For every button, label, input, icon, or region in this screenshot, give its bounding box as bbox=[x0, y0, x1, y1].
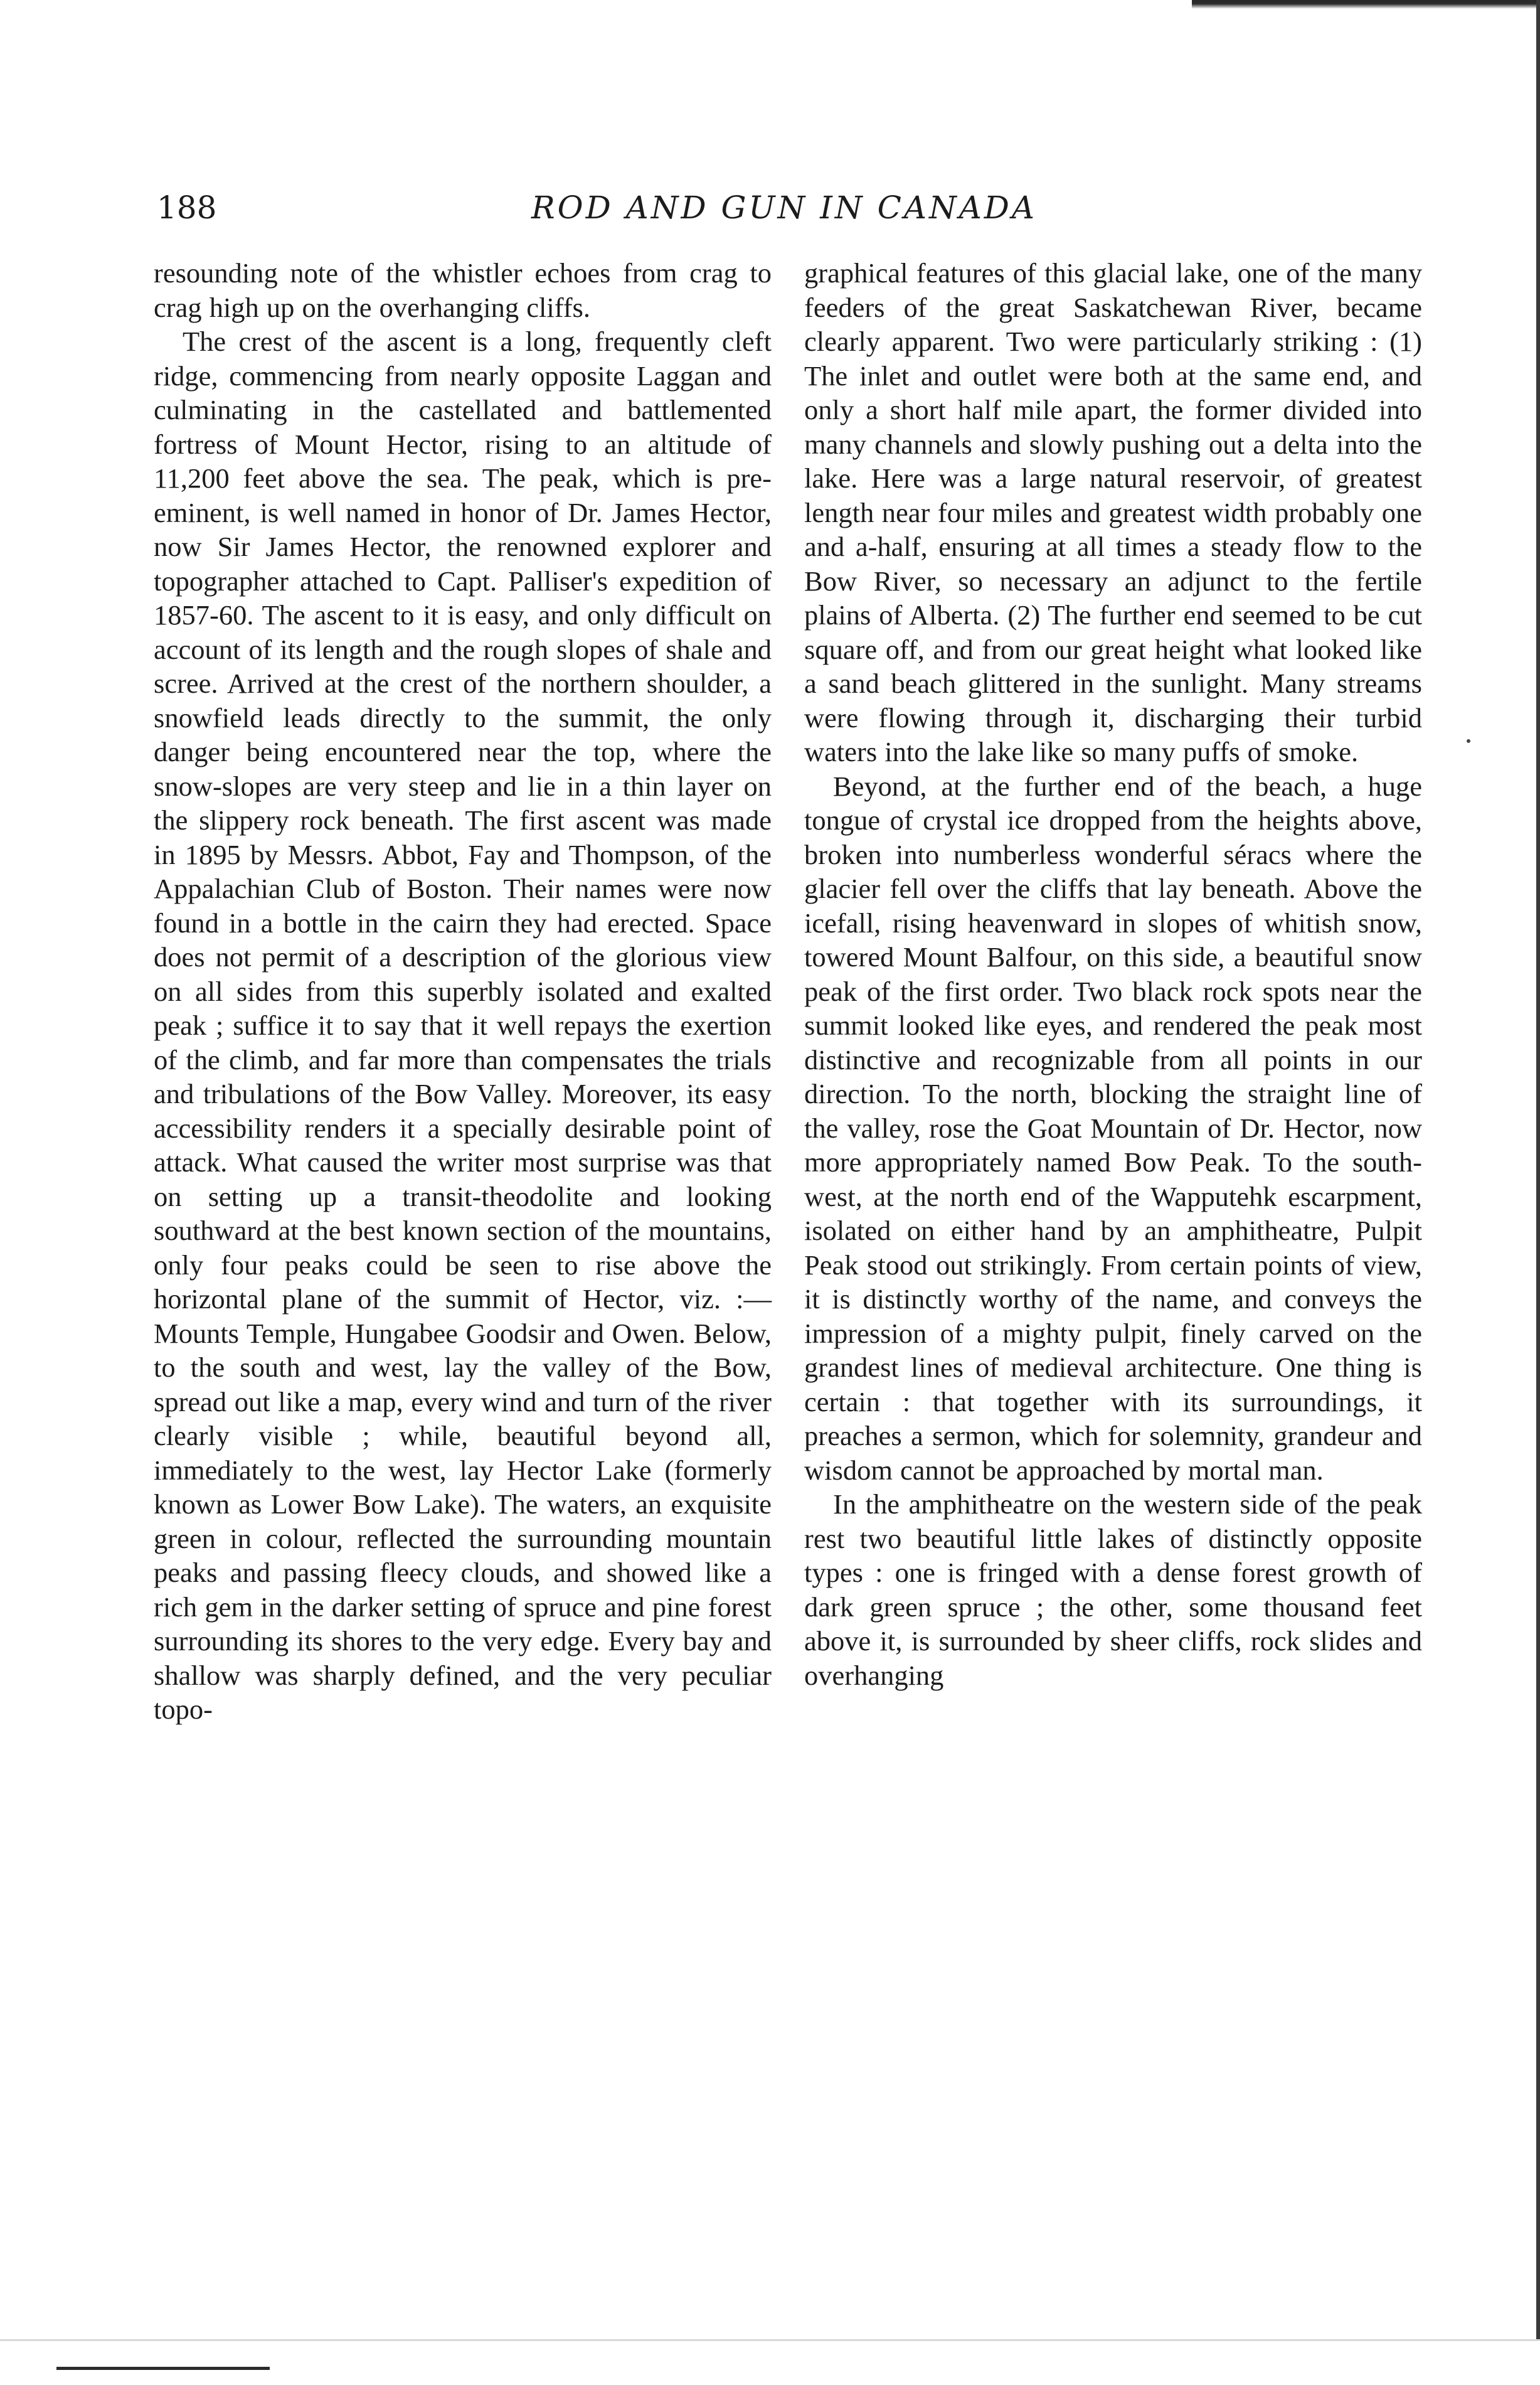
paragraph-mount-balfour: Beyond, at the further end of the beach, a huge tongue of crystal ice dropped from the heights above, broken into numberless wonderful séracs where the glacier fell over the cliffs that lay beneath. Above the icefall, rising heavenward in slopes of whitish snow, towered Mount Balfour, on this side, a beautiful snow peak of the first order. Two black rock spots near the summit looked like eyes, and rendered the peak most distinctive and recognizable from all points in our direction. To the north, blocking the straight line of the valley, rose the Goat Mountain of Dr. Hector, now more appropriately named Bow Peak. To the south-west, at the north end of the Wapputehk escarpment, isolated on either hand by an amphitheatre, Pulpit Peak stood out strikingly. From certain points of view, it is distinctly worthy of the name, and conveys the impression of a mighty pulpit, finely carved on the grandest lines of medieval architecture. One thing is certain : that together with its surroundings, it preaches a sermon, which for solemnity, grandeur and wisdom cannot be approached by mortal man. bbox=[804, 770, 1422, 1486]
left-column bbox=[154, 256, 772, 1727]
page-number: 188 bbox=[157, 189, 217, 226]
ink-speck bbox=[1467, 739, 1470, 743]
paragraph-lake-features: graphical features of this glacial lake, one of the many feeders of the great Saskatchewan River, became clearly apparent. Two were particularly striking : (1) The inlet and outlet were both at the same end, and only a short half mile apart, the former divided into many channels and slowly pushing out a delta into the lake. Here was a large natural reservoir, of greatest length near four miles and greatest width probably one and a-half, ensuring at all times a steady flow to the Bow River, so necessary an adjunct to the fertile plains of Alberta. (2) The further end seemed to be cut square off, and from our great height what looked like a sand beach glittered in the sunlight. Many streams were flowing through it, discharging their turbid waters into the lake like so many puffs of smoke. bbox=[804, 257, 1422, 767]
page-edge-shadow-right bbox=[1536, 0, 1540, 2385]
paragraph-mount-hector: The crest of the ascent is a long, frequently cleft ridge, commencing from nearly opposite Laggan and culminating in the castellated and battlemented fortress of Mount Hector, rising to an altitude of 11,200 feet above the sea. The peak, which is pre-eminent, is well named in honor of Dr. James Hector, now Sir James Hector, the renowned explorer and topographer attached to Capt. Palliser's expedition of 1857-60. The ascent to it is easy, and only difficult on account of its length and the rough slopes of shale and scree. Arrived at the crest of the northern shoulder, a snowfield leads directly to the summit, the only danger being encountered near the top, where the snow-slopes are very steep and lie in a thin layer on the slippery rock beneath. The first ascent was made in 1895 by Messrs. Abbot, Fay and Thompson, of the Appalachian Club of Boston. Their names were now found in a bottle in the cairn they had erected. Space does not permit of a description of the glorious view on all sides from this superbly isolated and exalted peak ; suffice it to say that it well repays the exertion of the climb, and far more than compensates the trials and tribulations of the Bow Valley. Moreover, its easy accessibility renders it a specially desirable point of attack. What caused the writer most surprise was that on setting up a transit-theodolite and looking southward at the best known section of the mountains, only four peaks could be seen to rise above the horizontal plane of the summit of Hector, viz. :— Mounts Temple, Hungabee Goodsir and Owen. Below, to the south and west, lay the valley of the Bow, spread out like a map, every wind and turn of the river clearly visible ; while, beautiful beyond all, immediately to the west, lay Hector Lake (formerly known as Lower Bow Lake). The waters, an exquisite green in colour, reflected the surrounding mountain peaks and passing fleecy clouds, and showed like a rich gem in the darker setting of spruce and pine forest surrounding its shores to the very edge. Every bay and shallow was sharply defined, and the very peculiar topo- bbox=[154, 326, 772, 1725]
paragraph-amphitheatre: In the amphitheatre on the western side of the peak rest two beautiful little lakes of distinctly opposite types : one is fringed with a dense forest growth of dark green spruce ; the other, some thousand feet above it, is surrounded by sheer cliffs, rock slides and overhanging bbox=[804, 1488, 1422, 1691]
paragraph-continued: resounding note of the whistler echoes from crag to crag high up on the overhanging cliffs. bbox=[154, 257, 772, 323]
running-head bbox=[157, 186, 1411, 230]
page-edge-shadow-top bbox=[1192, 0, 1540, 9]
bottom-rule bbox=[56, 2367, 270, 2370]
right-column bbox=[804, 256, 1422, 1692]
journal-title: ROD AND GUN IN CANADA bbox=[531, 189, 1037, 226]
page-bottom-margin bbox=[0, 2339, 1540, 2385]
